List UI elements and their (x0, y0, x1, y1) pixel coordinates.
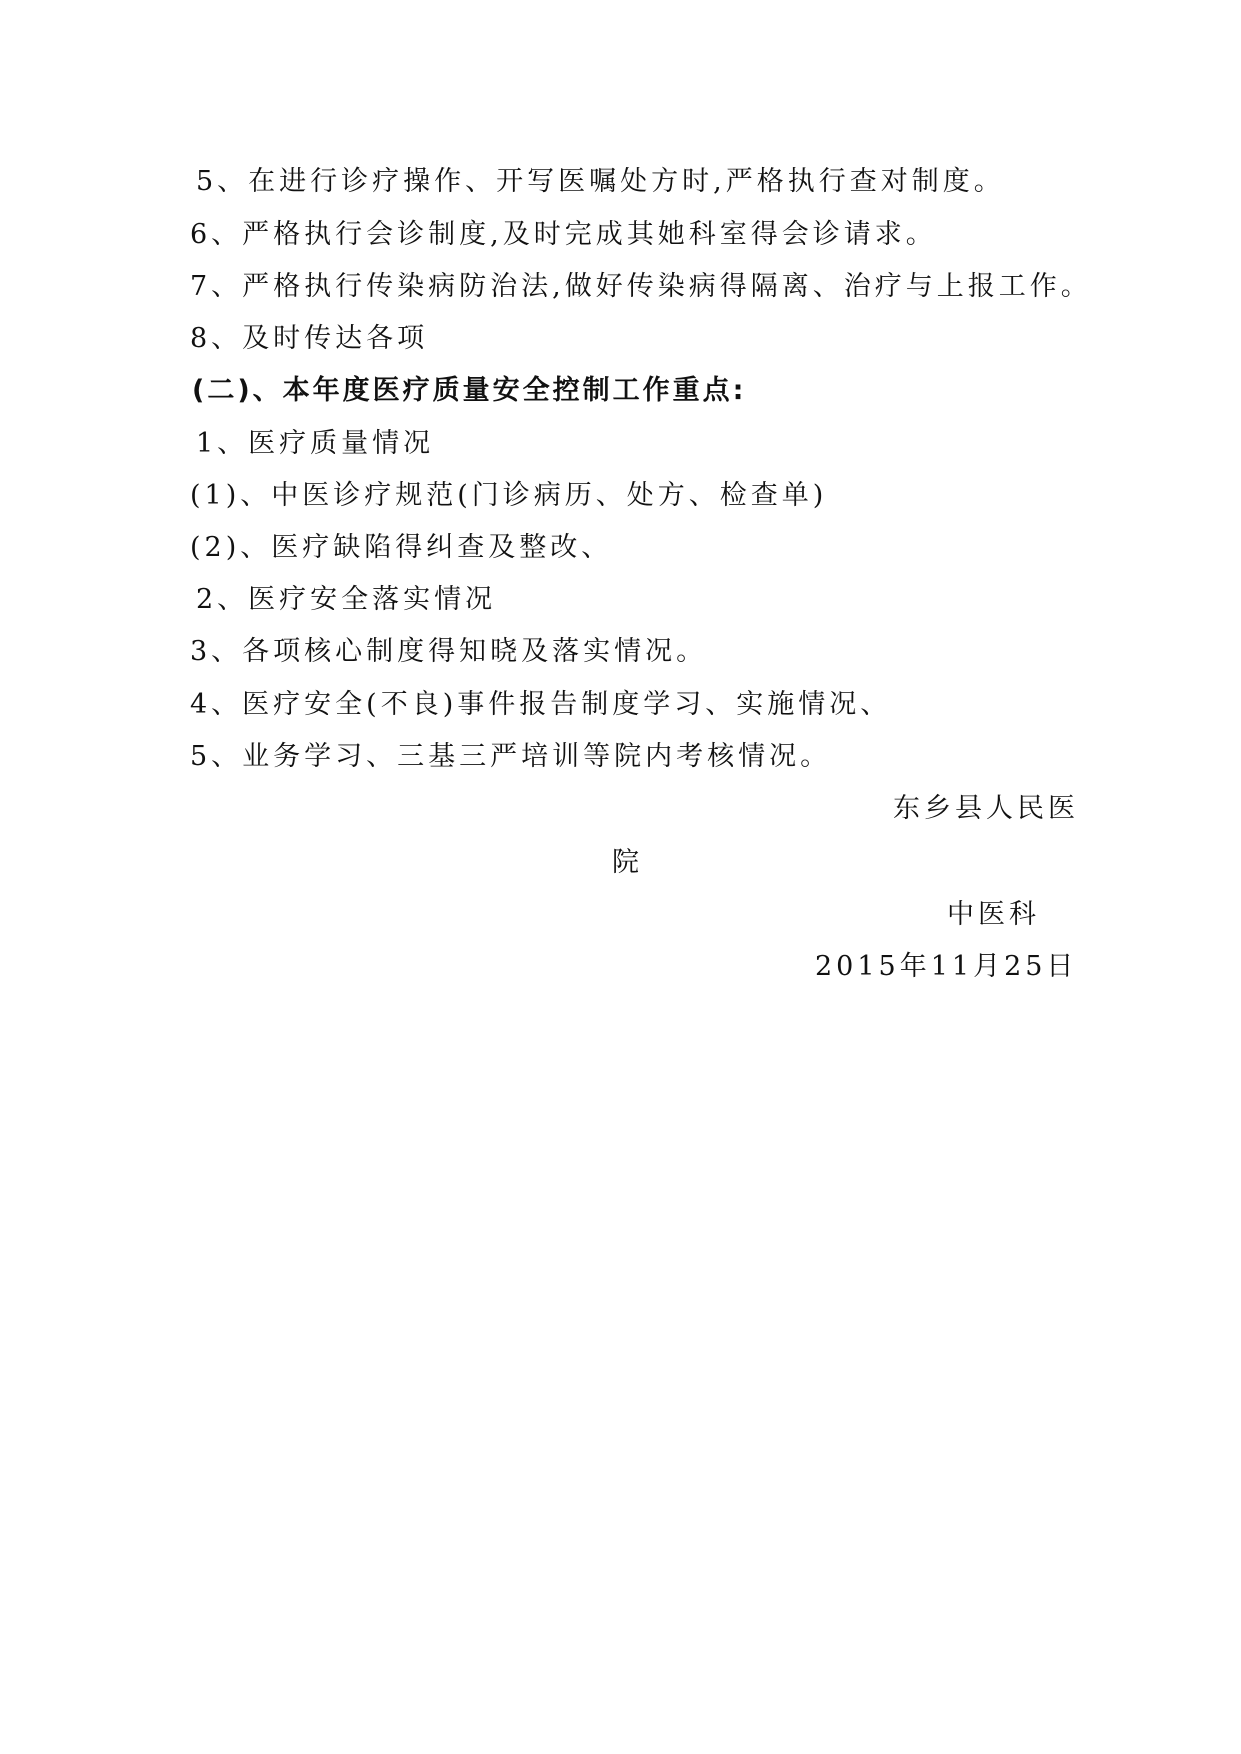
paragraph-line: 7、严格执行传染病防治法,做好传染病得隔离、治疗与上报工作。 (190, 271, 1092, 302)
list-item: 5、业务学习、三基三严培训等院内考核情况。 (190, 741, 832, 772)
list-item: (2)、医疗缺陷得纠查及整改、 (190, 532, 613, 563)
list-item: 2、医疗安全落实情况 (196, 584, 497, 615)
paragraph-line: 6、严格执行会诊制度,及时完成其她科室得会诊请求。 (190, 219, 937, 250)
list-item: 3、各项核心制度得知晓及落实情况。 (190, 636, 708, 667)
list-item: 1、医疗质量情况 (196, 428, 435, 459)
signature-department: 中医科 (947, 899, 1040, 930)
paragraph-line: 5、在进行诊疗操作、开写医嘱处方时,严格执行查对制度。 (196, 166, 1005, 197)
signature-date: 2015年11月25日 (815, 951, 1078, 982)
signature-organization-continued: 院 (612, 847, 643, 878)
list-item: 4、医疗安全(不良)事件报告制度学习、实施情况、 (190, 689, 892, 720)
section-heading: (二)、本年度医疗质量安全控制工作重点: (192, 375, 747, 406)
list-item: (1)、中医诊疗规范(门诊病历、处方、检查单) (190, 480, 828, 511)
signature-organization: 东乡县人民医 (893, 793, 1079, 824)
paragraph-line: 8、及时传达各项 (190, 323, 429, 354)
